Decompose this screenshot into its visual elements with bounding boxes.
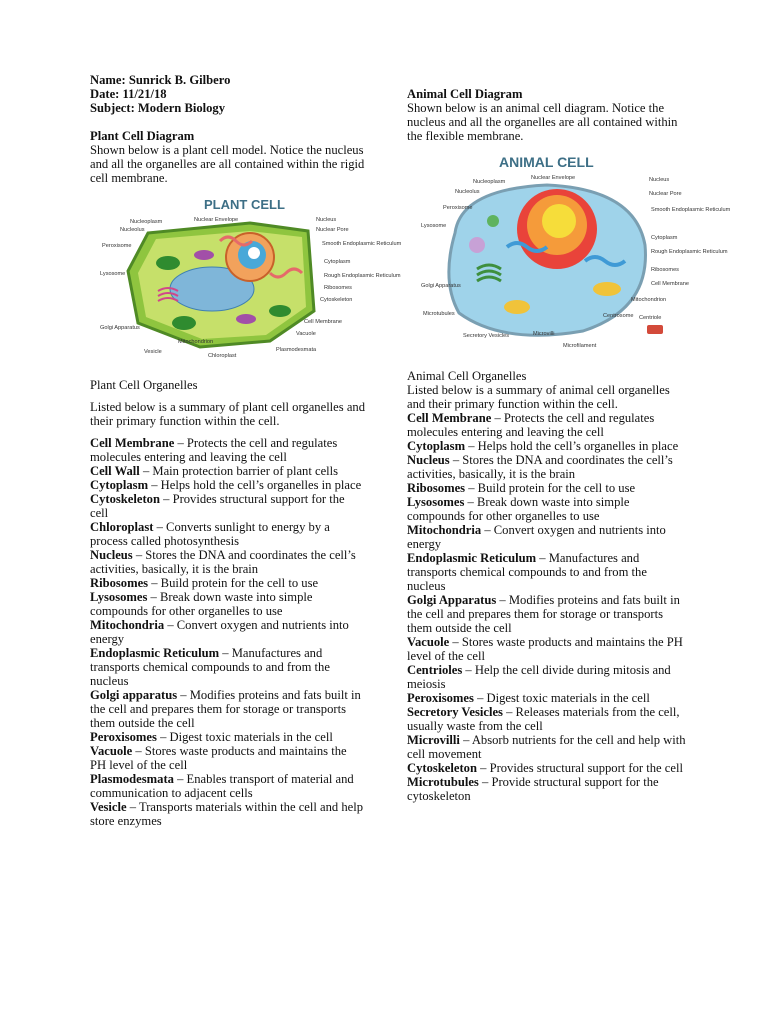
organelle-description: – Provides structural support for the cell bbox=[476, 761, 683, 775]
organelle-term: Cell Membrane bbox=[407, 411, 492, 425]
organelle-term: Golgi Apparatus bbox=[407, 593, 497, 607]
organelle-description: – Stores the DNA and coordinates the cell’s activities, basically, it is the brain bbox=[90, 548, 356, 576]
organelle-entry bbox=[90, 548, 365, 576]
organelle-term: Endoplasmic Reticulum bbox=[407, 551, 537, 565]
organelle-entry bbox=[90, 590, 365, 618]
organelle-description: – Absorb nutrients for the cell and help with cell movement bbox=[407, 733, 686, 761]
animal-diagram-intro: Shown below is an animal cell diagram. Notice the nucleus and all the organelles are all contained within the flexible membrane. bbox=[407, 101, 678, 143]
centriole-shape bbox=[647, 325, 663, 334]
animal-diagram-heading: Animal Cell Diagram bbox=[407, 87, 523, 101]
organelle-description: – Protects the cell and regulates molecules entering and leaving the cell bbox=[407, 411, 655, 439]
svg-text:Rough Endoplasmic Reticulum: Rough Endoplasmic Reticulum bbox=[651, 249, 728, 255]
organelle-entry bbox=[90, 688, 365, 730]
organelle-description: – Break down waste into simple compounds for other organelles to use bbox=[90, 590, 313, 618]
organelle-description: – Stores waste products and maintains the PH level of the cell bbox=[90, 744, 347, 772]
svg-text:Nuclear Pore: Nuclear Pore bbox=[649, 191, 682, 197]
peroxisome-shape bbox=[487, 215, 499, 227]
organelle-term: Peroxisomes bbox=[90, 730, 157, 744]
organelle-term: Cell Wall bbox=[90, 464, 140, 478]
svg-text:Peroxisome: Peroxisome bbox=[443, 205, 473, 211]
animal-organelle-list bbox=[407, 411, 687, 803]
spacer bbox=[90, 428, 365, 436]
organelle-term: Golgi apparatus bbox=[90, 688, 178, 702]
organelle-entry bbox=[407, 523, 687, 551]
organelle-description: – Helps hold the cell’s organelles in place bbox=[465, 439, 679, 453]
svg-text:Nucleolus: Nucleolus bbox=[455, 189, 480, 195]
svg-text:Mitochondrion: Mitochondrion bbox=[631, 297, 667, 303]
animal-organelles-heading: Animal Cell Organelles bbox=[407, 369, 527, 383]
organelle-term: Vacuole bbox=[90, 744, 133, 758]
organelle-description: – Stores the DNA and coordinates the cell’s activities, basically, it is the brain bbox=[407, 453, 673, 481]
organelle-description: – Enables transport of material and communication to adjacent cells bbox=[90, 772, 354, 800]
mitochondrion-shape bbox=[593, 282, 621, 296]
svg-text:Nucleolus: Nucleolus bbox=[120, 227, 145, 233]
organelle-term: Centrioles bbox=[407, 663, 463, 677]
svg-text:Nuclear Envelope: Nuclear Envelope bbox=[194, 217, 239, 223]
spacer bbox=[90, 115, 365, 129]
svg-text:Secretory Vesicles: Secretory Vesicles bbox=[463, 333, 510, 339]
mitochondrion-shape-2 bbox=[236, 314, 256, 324]
svg-text:Smooth Endoplasmic Reticulum: Smooth Endoplasmic Reticulum bbox=[322, 241, 402, 247]
svg-text:Nucleus: Nucleus bbox=[649, 177, 670, 183]
organelle-entry bbox=[407, 691, 687, 705]
organelle-entry bbox=[407, 593, 687, 635]
organelle-term: Ribosomes bbox=[90, 576, 149, 590]
organelle-description: – Converts sunlight to energy by a process called photosynthesis bbox=[90, 520, 330, 548]
svg-text:Golgi Apparatus: Golgi Apparatus bbox=[100, 325, 140, 331]
svg-text:Cytoplasm: Cytoplasm bbox=[324, 259, 351, 265]
svg-text:Nucleoplasm: Nucleoplasm bbox=[130, 219, 163, 225]
organelle-term: Plasmodesmata bbox=[90, 772, 174, 786]
organelle-term: Nucleus bbox=[90, 548, 133, 562]
organelle-entry bbox=[407, 635, 687, 663]
organelle-description: – Main protection barrier of plant cells bbox=[139, 464, 339, 478]
organelle-entry bbox=[407, 481, 687, 495]
organelle-entry bbox=[90, 646, 365, 688]
organelle-entry bbox=[90, 618, 365, 646]
svg-text:Ribosomes: Ribosomes bbox=[324, 285, 352, 291]
organelle-term: Microvilli bbox=[407, 733, 460, 747]
organelle-term: Ribosomes bbox=[407, 481, 466, 495]
organelle-description: – Convert oxygen and nutrients into energy bbox=[407, 523, 666, 551]
organelle-entry bbox=[407, 733, 687, 761]
organelle-description: – Transports materials within the cell and help store enzymes bbox=[90, 800, 364, 828]
organelle-description: – Stores waste products and maintains the PH level of the cell bbox=[407, 635, 683, 663]
organelle-term: Peroxisomes bbox=[407, 691, 474, 705]
plant-diagram-heading: Plant Cell Diagram bbox=[90, 129, 195, 143]
plant-organelle-list bbox=[90, 436, 365, 828]
organelle-entry bbox=[90, 772, 365, 800]
organelle-description: – Releases materials from the cell, usually waste from the cell bbox=[407, 705, 680, 733]
organelle-term: Mitochondria bbox=[407, 523, 482, 537]
organelle-term: Mitochondria bbox=[90, 618, 165, 632]
organelle-term: Chloroplast bbox=[90, 520, 154, 534]
organelle-entry bbox=[407, 663, 687, 691]
organelle-term: Cell Membrane bbox=[90, 436, 175, 450]
right-column bbox=[407, 87, 731, 803]
organelle-term: Vesicle bbox=[90, 800, 127, 814]
organelle-description: – Protects the cell and regulates molecules entering and leaving the cell bbox=[90, 436, 338, 464]
svg-text:Microvilli: Microvilli bbox=[533, 331, 555, 337]
nucleolus-shape bbox=[542, 204, 576, 238]
plant-diagram-intro: Shown below is a plant cell model. Notice the nucleus and all the organelles are all contained within the rigid cell membrane. bbox=[90, 143, 365, 185]
plant-organelles-intro: Listed below is a summary of plant cell organelles and their primary function within the cell. bbox=[90, 400, 366, 428]
document-subject: Subject: Modern Biology bbox=[90, 101, 226, 115]
organelle-entry bbox=[407, 439, 687, 453]
chloroplast-shape-3 bbox=[269, 305, 291, 317]
spacer bbox=[407, 354, 687, 369]
plant-diagram-title: PLANT CELL bbox=[204, 197, 285, 212]
organelle-entry bbox=[90, 744, 365, 772]
organelle-term: Vacuole bbox=[407, 635, 450, 649]
document-date: Date: 11/21/18 bbox=[90, 87, 167, 101]
organelle-term: Endoplasmic Reticulum bbox=[90, 646, 220, 660]
organelle-description: – Manufactures and transports chemical compounds to and from the nucleus bbox=[90, 646, 330, 688]
organelle-entry bbox=[90, 436, 365, 464]
organelle-entry bbox=[90, 464, 365, 478]
organelle-entry bbox=[90, 576, 365, 590]
organelle-term: Cytoskeleton bbox=[90, 492, 160, 506]
nucleolus-core-shape bbox=[248, 247, 260, 259]
svg-text:Lysosome: Lysosome bbox=[100, 271, 126, 277]
svg-text:Nuclear Envelope: Nuclear Envelope bbox=[531, 175, 576, 181]
svg-text:Cell Membrane: Cell Membrane bbox=[651, 281, 689, 287]
svg-text:Smooth Endoplasmic Reticulum: Smooth Endoplasmic Reticulum bbox=[651, 207, 731, 213]
organelle-description: – Break down waste into simple compounds for other organelles to use bbox=[407, 495, 630, 523]
svg-text:Cytoplasm: Cytoplasm bbox=[651, 235, 678, 241]
organelle-entry bbox=[90, 492, 365, 520]
organelle-term: Secretory Vesicles bbox=[407, 705, 503, 719]
organelle-description: – Build protein for the cell to use bbox=[148, 576, 319, 590]
svg-text:Mitochondrion: Mitochondrion bbox=[178, 339, 214, 345]
organelle-term: Microtubules bbox=[407, 775, 479, 789]
chloroplast-shape-2 bbox=[172, 316, 196, 330]
svg-text:Nucleoplasm: Nucleoplasm bbox=[473, 179, 506, 185]
svg-text:Vesicle: Vesicle bbox=[144, 349, 162, 355]
spacer bbox=[90, 361, 365, 378]
organelle-description: – Build protein for the cell to use bbox=[465, 481, 636, 495]
plant-cell-illustration bbox=[100, 191, 402, 361]
svg-text:Plasmodesmata: Plasmodesmata bbox=[276, 347, 317, 353]
plant-organelles-heading: Plant Cell Organelles bbox=[90, 378, 198, 392]
organelle-entry bbox=[90, 478, 365, 492]
mitochondrion-shape bbox=[194, 250, 214, 260]
organelle-entry bbox=[407, 453, 687, 481]
organelle-entry bbox=[407, 705, 687, 733]
svg-text:Cell Membrane: Cell Membrane bbox=[304, 319, 342, 325]
organelle-entry bbox=[407, 761, 687, 775]
student-name: Name: Sunrick B. Gilbero bbox=[90, 73, 231, 87]
svg-text:Golgi Apparatus: Golgi Apparatus bbox=[421, 283, 461, 289]
organelle-entry bbox=[90, 520, 365, 548]
svg-text:Chloroplast: Chloroplast bbox=[208, 353, 237, 359]
svg-text:Nuclear Pore: Nuclear Pore bbox=[316, 227, 349, 233]
organelle-description: – Manufactures and transports chemical compounds to and from the nucleus bbox=[407, 551, 647, 593]
organelle-entry bbox=[407, 411, 687, 439]
organelle-term: Cytoskeleton bbox=[407, 761, 477, 775]
organelle-description: – Digest toxic materials in the cell bbox=[156, 730, 333, 744]
organelle-entry bbox=[407, 551, 687, 593]
svg-text:Lysosome: Lysosome bbox=[421, 223, 447, 229]
organelle-description: – Help the cell divide during mitosis and meiosis bbox=[407, 663, 671, 691]
organelle-description: – Convert oxygen and nutrients into energy bbox=[90, 618, 349, 646]
svg-text:Nucleus: Nucleus bbox=[316, 217, 337, 223]
organelle-term: Lysosomes bbox=[407, 495, 465, 509]
organelle-entry bbox=[90, 730, 365, 744]
organelle-entry bbox=[407, 775, 687, 803]
svg-text:Microtubules: Microtubules bbox=[423, 311, 455, 317]
left-column bbox=[90, 73, 402, 828]
svg-text:Centrosome: Centrosome bbox=[603, 313, 634, 319]
organelle-entry bbox=[407, 495, 687, 523]
lysosome-shape bbox=[469, 237, 485, 253]
spacer bbox=[90, 392, 365, 400]
svg-text:Peroxisome: Peroxisome bbox=[102, 243, 132, 249]
svg-text:Rough Endoplasmic Reticulum: Rough Endoplasmic Reticulum bbox=[324, 273, 401, 279]
organelle-term: Nucleus bbox=[407, 453, 450, 467]
organelle-description: – Modifies proteins and fats built in the cell and prepares them for storage or transports them outside the cell bbox=[90, 688, 361, 730]
svg-text:Microfilament: Microfilament bbox=[563, 343, 597, 349]
animal-diagram-title: ANIMAL CELL bbox=[499, 154, 594, 170]
organelle-description: – Provide structural support for the cytoskeleton bbox=[407, 775, 659, 803]
organelle-entry bbox=[90, 800, 365, 828]
organelle-term: Cytoplasm bbox=[407, 439, 466, 453]
plant-cell-diagram bbox=[100, 191, 402, 361]
chloroplast-shape bbox=[156, 256, 180, 270]
organelle-description: – Digest toxic materials in the cell bbox=[473, 691, 650, 705]
svg-text:Ribosomes: Ribosomes bbox=[651, 267, 679, 273]
svg-text:Cytoskeleton: Cytoskeleton bbox=[320, 297, 353, 303]
animal-organelles-intro: Listed below is a summary of animal cell organelles and their primary function within the cell. bbox=[407, 383, 670, 411]
organelle-description: – Modifies proteins and fats built in the cell and prepares them for storage or transports them outside the cell bbox=[407, 593, 680, 635]
svg-text:Centriole: Centriole bbox=[639, 315, 662, 321]
organelle-term: Lysosomes bbox=[90, 590, 148, 604]
animal-cell-illustration bbox=[407, 149, 731, 354]
organelle-term: Cytoplasm bbox=[90, 478, 149, 492]
organelle-description: – Provides structural support for the cell bbox=[90, 492, 345, 520]
svg-text:Vacuole: Vacuole bbox=[296, 331, 316, 337]
organelle-description: – Helps hold the cell’s organelles in place bbox=[148, 478, 362, 492]
animal-cell-diagram bbox=[407, 149, 731, 354]
mitochondrion-shape-2 bbox=[504, 300, 530, 314]
